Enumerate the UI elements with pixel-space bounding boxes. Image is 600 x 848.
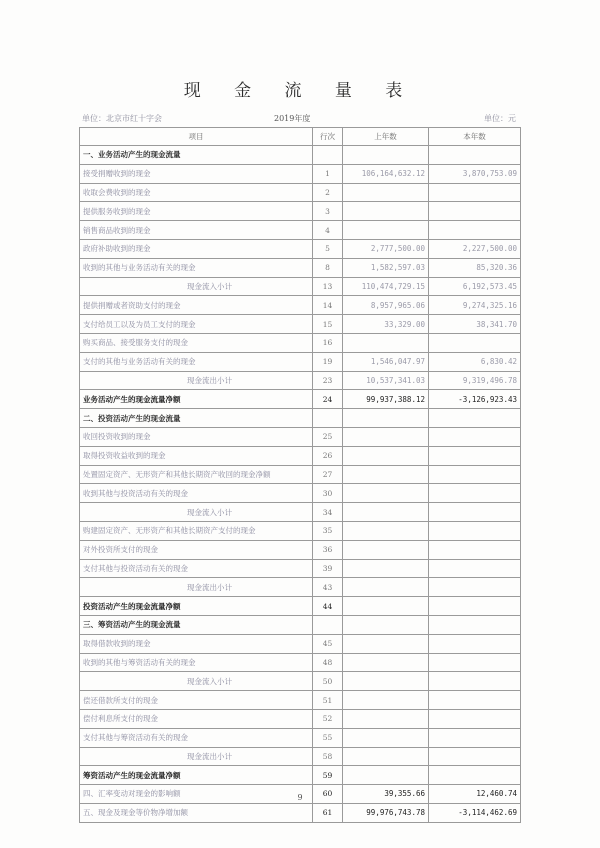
line-cell: 34 <box>313 503 343 522</box>
item-cell: 业务活动产生的现金流量净额 <box>80 390 313 409</box>
table-row <box>80 465 521 484</box>
line-cell: 58 <box>313 747 343 766</box>
table-row <box>80 315 521 334</box>
current-year-cell <box>429 709 521 728</box>
header-item: 项目 <box>80 128 313 146</box>
prior-year-cell <box>343 427 429 446</box>
page-title: 现 金 流 量 表 <box>183 81 417 101</box>
table-row <box>80 221 521 240</box>
line-cell: 27 <box>313 465 343 484</box>
table-row <box>80 371 521 390</box>
line-cell <box>313 146 343 165</box>
prior-year-cell <box>343 409 429 428</box>
table-row <box>80 503 521 522</box>
line-cell: 24 <box>313 390 343 409</box>
table-row <box>80 540 521 559</box>
prior-year-cell <box>343 615 429 634</box>
table-row <box>80 484 521 503</box>
line-cell: 25 <box>313 427 343 446</box>
prior-year-cell <box>343 202 429 221</box>
table-row <box>80 202 521 221</box>
prior-year-cell: 1,582,597.03 <box>343 258 429 277</box>
line-cell <box>313 615 343 634</box>
current-year-cell <box>429 503 521 522</box>
current-year-cell: -3,126,923.43 <box>429 390 521 409</box>
prior-year-cell <box>343 597 429 616</box>
current-year-cell <box>429 484 521 503</box>
item-cell: 支付的其他与业务活动有关的现金 <box>80 352 313 371</box>
line-cell: 8 <box>313 258 343 277</box>
item-cell: 偿付利息所支付的现金 <box>80 709 313 728</box>
line-cell: 60 <box>313 785 343 804</box>
line-cell: 5 <box>313 239 343 258</box>
current-year-cell <box>429 333 521 352</box>
table-header-row <box>80 128 521 146</box>
line-cell: 1 <box>313 164 343 183</box>
prior-year-cell: 39,355.66 <box>343 785 429 804</box>
report-meta <box>82 113 520 126</box>
line-cell: 30 <box>313 484 343 503</box>
current-year-cell <box>429 728 521 747</box>
item-cell: 二、投资活动产生的现金流量 <box>80 409 313 428</box>
table-row <box>80 427 521 446</box>
current-year-cell <box>429 427 521 446</box>
line-cell: 50 <box>313 672 343 691</box>
item-cell: 支付其他与筹资活动有关的现金 <box>80 728 313 747</box>
prior-year-cell: 99,976,743.78 <box>343 803 429 822</box>
line-cell: 13 <box>313 277 343 296</box>
line-cell: 55 <box>313 728 343 747</box>
prior-year-cell <box>343 146 429 165</box>
line-cell: 51 <box>313 691 343 710</box>
current-year-cell <box>429 766 521 785</box>
item-cell: 提供捐赠或者资助支付的现金 <box>80 296 313 315</box>
prior-year-cell <box>343 221 429 240</box>
line-cell: 26 <box>313 446 343 465</box>
item-cell: 提供服务收到的现金 <box>80 202 313 221</box>
current-year-cell: 9,319,496.78 <box>429 371 521 390</box>
item-cell: 购建固定资产、无形资产和其他长期资产支付的现金 <box>80 521 313 540</box>
table-row <box>80 521 521 540</box>
table-row <box>80 747 521 766</box>
table-row <box>80 728 521 747</box>
item-cell: 取得借款收到的现金 <box>80 634 313 653</box>
line-cell: 2 <box>313 183 343 202</box>
current-year-cell: 2,227,500.00 <box>429 239 521 258</box>
line-cell: 19 <box>313 352 343 371</box>
item-cell: 现金流入小计 <box>80 672 313 691</box>
current-year-cell <box>429 221 521 240</box>
prior-year-cell: 110,474,729.15 <box>343 277 429 296</box>
current-year-cell <box>429 747 521 766</box>
period-label: 2019年度 <box>274 114 311 123</box>
item-cell: 接受捐赠收到的现金 <box>80 164 313 183</box>
current-year-cell <box>429 465 521 484</box>
item-cell: 筹资活动产生的现金流量净额 <box>80 766 313 785</box>
current-year-cell <box>429 615 521 634</box>
line-cell: 39 <box>313 559 343 578</box>
table-row <box>80 277 521 296</box>
table-row <box>80 766 521 785</box>
current-year-cell: 6,830.42 <box>429 352 521 371</box>
prior-year-cell <box>343 446 429 465</box>
currency-label: 单位：元 <box>484 114 516 123</box>
item-cell: 偿还借款所支付的现金 <box>80 691 313 710</box>
table-row <box>80 709 521 728</box>
current-year-cell <box>429 559 521 578</box>
table-row <box>80 146 521 165</box>
current-year-cell <box>429 540 521 559</box>
item-cell: 三、筹资活动产生的现金流量 <box>80 615 313 634</box>
table-row <box>80 672 521 691</box>
prior-year-cell <box>343 634 429 653</box>
current-year-cell <box>429 521 521 540</box>
prior-year-cell: 99,937,388.12 <box>343 390 429 409</box>
prior-year-cell: 106,164,632.12 <box>343 164 429 183</box>
line-cell: 59 <box>313 766 343 785</box>
table-row <box>80 597 521 616</box>
table-row <box>80 258 521 277</box>
table-row <box>80 559 521 578</box>
table-row <box>80 390 521 409</box>
table-row <box>80 183 521 202</box>
item-cell: 处置固定资产、无形资产和其他长期资产收回的现金净额 <box>80 465 313 484</box>
item-cell: 购买商品、接受服务支付的现金 <box>80 333 313 352</box>
prior-year-cell <box>343 691 429 710</box>
line-cell: 48 <box>313 653 343 672</box>
line-cell: 14 <box>313 296 343 315</box>
cash-flow-table <box>79 127 521 823</box>
prior-year-cell <box>343 559 429 578</box>
line-cell: 16 <box>313 333 343 352</box>
table-row <box>80 803 521 822</box>
item-cell: 支付给员工以及为员工支付的现金 <box>80 315 313 334</box>
table-row <box>80 409 521 428</box>
prior-year-cell <box>343 333 429 352</box>
line-cell: 36 <box>313 540 343 559</box>
item-cell: 四、汇率变动对现金的影响额 <box>80 785 313 804</box>
item-cell: 现金流出小计 <box>80 371 313 390</box>
table-row <box>80 578 521 597</box>
table-row <box>80 352 521 371</box>
line-cell: 52 <box>313 709 343 728</box>
current-year-cell <box>429 202 521 221</box>
line-cell <box>313 409 343 428</box>
prior-year-cell <box>343 465 429 484</box>
prior-year-cell <box>343 709 429 728</box>
current-year-cell <box>429 183 521 202</box>
item-cell: 收取会费收到的现金 <box>80 183 313 202</box>
current-year-cell <box>429 146 521 165</box>
current-year-cell <box>429 672 521 691</box>
header-current-year: 本年数 <box>429 128 521 146</box>
current-year-cell: 85,320.36 <box>429 258 521 277</box>
line-cell: 4 <box>313 221 343 240</box>
item-cell: 取得投资收益收到的现金 <box>80 446 313 465</box>
current-year-cell: 9,274,325.16 <box>429 296 521 315</box>
current-year-cell: 3,870,753.09 <box>429 164 521 183</box>
line-cell: 23 <box>313 371 343 390</box>
prior-year-cell <box>343 540 429 559</box>
table-row <box>80 333 521 352</box>
current-year-cell <box>429 691 521 710</box>
current-year-cell <box>429 634 521 653</box>
current-year-cell <box>429 597 521 616</box>
item-cell: 政府补助收到的现金 <box>80 239 313 258</box>
page-number: 9 <box>297 793 303 802</box>
line-cell: 61 <box>313 803 343 822</box>
unit-label: 单位：北京市红十字会 <box>82 114 162 123</box>
line-cell: 45 <box>313 634 343 653</box>
prior-year-cell: 1,546,047.97 <box>343 352 429 371</box>
line-cell: 44 <box>313 597 343 616</box>
table-row <box>80 446 521 465</box>
item-cell: 现金流出小计 <box>80 578 313 597</box>
line-cell: 15 <box>313 315 343 334</box>
item-cell: 销售商品收到的现金 <box>80 221 313 240</box>
prior-year-cell <box>343 672 429 691</box>
item-cell: 现金流入小计 <box>80 277 313 296</box>
item-cell: 收到的其他与业务活动有关的现金 <box>80 258 313 277</box>
table-row <box>80 634 521 653</box>
table-row <box>80 164 521 183</box>
prior-year-cell: 33,329.00 <box>343 315 429 334</box>
table-row <box>80 691 521 710</box>
item-cell: 现金流入小计 <box>80 503 313 522</box>
table-row <box>80 296 521 315</box>
item-cell: 收到的其他与筹资活动有关的现金 <box>80 653 313 672</box>
item-cell: 一、业务活动产生的现金流量 <box>80 146 313 165</box>
item-cell: 五、现金及现金等价物净增加额 <box>80 803 313 822</box>
line-cell: 43 <box>313 578 343 597</box>
prior-year-cell <box>343 484 429 503</box>
current-year-cell: -3,114,462.69 <box>429 803 521 822</box>
current-year-cell <box>429 578 521 597</box>
item-cell: 投资活动产生的现金流量净额 <box>80 597 313 616</box>
prior-year-cell <box>343 766 429 785</box>
prior-year-cell: 8,957,965.06 <box>343 296 429 315</box>
prior-year-cell: 2,777,500.00 <box>343 239 429 258</box>
item-cell: 对外投资所支付的现金 <box>80 540 313 559</box>
table-row <box>80 239 521 258</box>
item-cell: 收回投资收到的现金 <box>80 427 313 446</box>
current-year-cell: 6,192,573.45 <box>429 277 521 296</box>
table-row <box>80 653 521 672</box>
item-cell: 支付其他与投资活动有关的现金 <box>80 559 313 578</box>
prior-year-cell <box>343 183 429 202</box>
item-cell: 收到其他与投资活动有关的现金 <box>80 484 313 503</box>
current-year-cell <box>429 446 521 465</box>
prior-year-cell <box>343 747 429 766</box>
table-row <box>80 615 521 634</box>
current-year-cell: 12,460.74 <box>429 785 521 804</box>
prior-year-cell <box>343 728 429 747</box>
header-line: 行次 <box>313 128 343 146</box>
line-cell: 35 <box>313 521 343 540</box>
prior-year-cell: 10,537,341.03 <box>343 371 429 390</box>
prior-year-cell <box>343 521 429 540</box>
prior-year-cell <box>343 578 429 597</box>
prior-year-cell <box>343 653 429 672</box>
header-prior-year: 上年数 <box>343 128 429 146</box>
item-cell: 现金流出小计 <box>80 747 313 766</box>
current-year-cell <box>429 409 521 428</box>
current-year-cell <box>429 653 521 672</box>
line-cell: 3 <box>313 202 343 221</box>
prior-year-cell <box>343 503 429 522</box>
current-year-cell: 38,341.70 <box>429 315 521 334</box>
